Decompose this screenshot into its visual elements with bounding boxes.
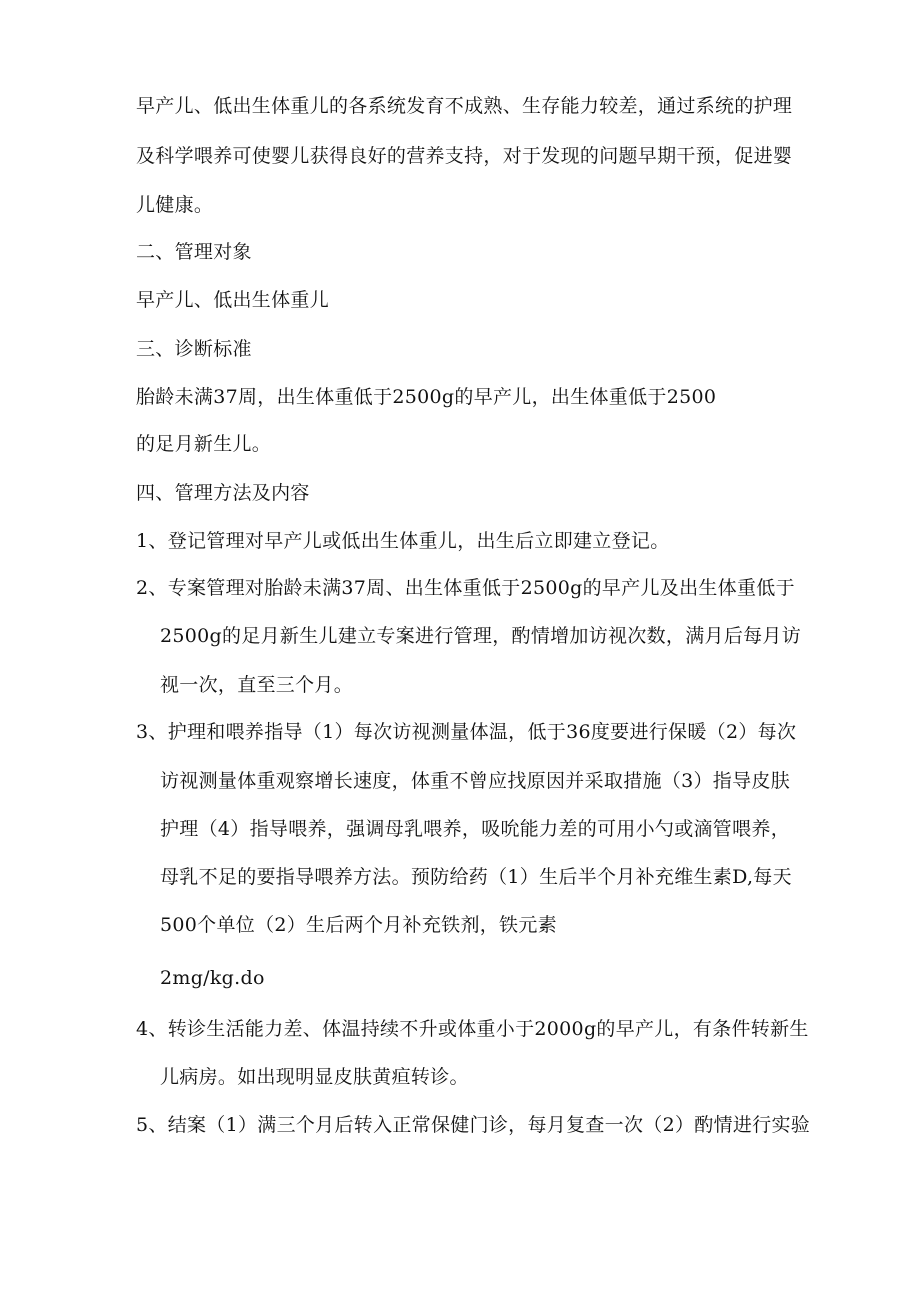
- diagnostic-criteria-line-2: 的足月新生儿。: [136, 433, 272, 455]
- section-heading-diagnostic-criteria: 三、诊断标准: [136, 338, 252, 360]
- list-item-5-line-1: 5、结案（1）满三个月后转入正常保健门诊，每月复查一次（2）酌情进行实验: [136, 1114, 811, 1136]
- section-heading-management-methods: 四、管理方法及内容: [136, 482, 310, 504]
- list-item-2-line-1: 2、专案管理对胎龄未满37周、出生体重低于2500g的早产儿及出生体重低于: [136, 577, 795, 599]
- list-item-3-line-1: 3、护理和喂养指导（1）每次访视测量体温，低于36度要进行保暖（2）每次: [136, 721, 797, 743]
- list-item-3-line-5: 500个单位（2）生后两个月补充铁剂，铁元素: [160, 914, 557, 936]
- list-item-3-line-6: 2mg/kg.do: [160, 967, 265, 989]
- list-item-3-line-3: 护理（4）指导喂养，强调母乳喂养，吸吮能力差的可用小勺或滴管喂养，: [160, 818, 790, 840]
- list-item-3-line-2: 访视测量体重观察增长速度，体重不曾应找原因并采取措施（3）指导皮肤: [160, 770, 790, 792]
- paragraph-line-2: 及科学喂养可使婴儿获得良好的营养支持，对于发现的问题早期干预，促进婴: [136, 145, 793, 167]
- list-item-2-line-3: 视一次，直至三个月。: [160, 674, 354, 696]
- paragraph-line-3: 儿健康。: [136, 194, 214, 216]
- paragraph-line-1: 早产儿、低出生体重儿的各系统发育不成熟、生存能力较差，通过系统的护理: [136, 95, 793, 117]
- management-target-text: 早产儿、低出生体重儿: [136, 289, 330, 311]
- section-heading-management-target: 二、管理对象: [136, 241, 252, 263]
- list-item-3-line-4: 母乳不足的要指导喂养方法。预防给药（1）生后半个月补充维生素D,每天: [160, 866, 792, 888]
- list-item-4-line-1: 4、转诊生活能力差、体温持续不升或体重小于2000g的早产儿，有条件转新生: [136, 1018, 809, 1040]
- list-item-2-line-2: 2500g的足月新生儿建立专案进行管理，酌情增加访视次数，满月后每月访: [160, 625, 802, 647]
- list-item-4-line-2: 儿病房。如出现明显皮肤黄疸转诊。: [160, 1066, 469, 1088]
- diagnostic-criteria-line-1: 胎龄未满37周，出生体重低于2500g的早产儿，出生体重低于2500: [136, 386, 717, 408]
- list-item-1: 1、登记管理对早产儿或低出生体重儿，出生后立即建立登记。: [136, 530, 670, 552]
